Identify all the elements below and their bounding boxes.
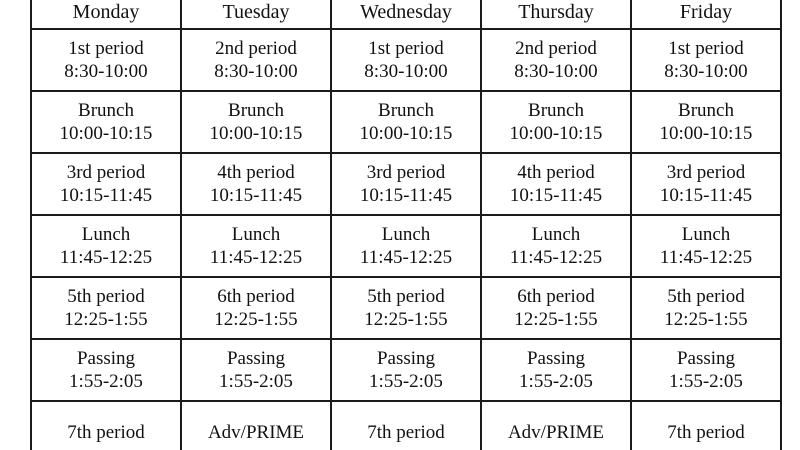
period-name: Passing — [76, 348, 136, 369]
schedule-cell-tuesday — [181, 29, 331, 91]
schedule-cell-friday — [631, 401, 781, 450]
schedule-cell-tuesday — [181, 277, 331, 339]
period-name: Lunch — [531, 224, 581, 245]
period-time: 12:25-1:55 — [664, 309, 748, 330]
header-wednesday: Wednesday — [331, 0, 481, 29]
schedule-cell-thursday — [481, 215, 631, 277]
header-friday: Friday — [631, 0, 781, 29]
schedule-cell-monday — [31, 153, 181, 215]
header-thursday: Thursday — [481, 0, 631, 29]
period-time: 1:55-2:05 — [69, 371, 143, 392]
header-tuesday: Tuesday — [181, 0, 331, 29]
period-name: 2nd period — [515, 38, 597, 59]
period-time: 11:45-12:25 — [509, 247, 603, 268]
schedule-cell-monday — [31, 91, 181, 153]
period-time: 10:15-11:45 — [209, 185, 303, 206]
period-time: 10:00-10:15 — [509, 123, 603, 144]
schedule-cell-tuesday — [181, 153, 331, 215]
schedule-cell-friday — [631, 91, 781, 153]
period-name: 7th period — [667, 421, 745, 443]
table-row — [31, 91, 781, 153]
period-time: 10:00-10:15 — [659, 123, 753, 144]
schedule-cell-wednesday — [331, 91, 481, 153]
schedule-cell-tuesday — [181, 91, 331, 153]
period-time: 10:00-10:15 — [359, 123, 453, 144]
period-time: 12:25-1:55 — [64, 309, 148, 330]
period-name: 5th period — [67, 286, 145, 307]
period-name: 5th period — [367, 286, 445, 307]
schedule-cell-monday — [31, 277, 181, 339]
period-name: Passing — [526, 348, 586, 369]
period-time: 1:55-2:05 — [369, 371, 443, 392]
period-time: 8:30-10:00 — [514, 61, 598, 82]
period-name: 4th period — [517, 162, 595, 183]
period-time: 8:30-10:00 — [364, 61, 448, 82]
schedule-cell-friday — [631, 215, 781, 277]
schedule-cell-wednesday — [331, 277, 481, 339]
schedule-cell-monday — [31, 29, 181, 91]
schedule-cell-wednesday — [331, 215, 481, 277]
period-name: 7th period — [367, 421, 445, 443]
period-name: 3rd period — [666, 162, 746, 183]
period-time: 10:15-11:45 — [59, 185, 153, 206]
period-time: 10:00-10:15 — [209, 123, 303, 144]
schedule-cell-tuesday — [181, 339, 331, 401]
period-name: Passing — [226, 348, 286, 369]
period-name: 1st period — [68, 38, 144, 59]
period-name: Lunch — [81, 224, 131, 245]
period-time: 12:25-1:55 — [514, 309, 598, 330]
schedule-cell-tuesday — [181, 401, 331, 450]
schedule-cell-monday — [31, 339, 181, 401]
period-name: 5th period — [667, 286, 745, 307]
period-time: 8:30-10:00 — [64, 61, 148, 82]
schedule-cell-friday — [631, 29, 781, 91]
period-name: 7th period — [67, 421, 145, 443]
period-name: Brunch — [78, 100, 134, 121]
schedule-cell-monday — [31, 215, 181, 277]
table-header-row — [31, 0, 781, 29]
table-row — [31, 401, 781, 450]
schedule-body — [31, 29, 781, 450]
period-time: 10:00-10:15 — [59, 123, 153, 144]
period-name: 1st period — [368, 38, 444, 59]
schedule-cell-thursday — [481, 91, 631, 153]
period-name: Lunch — [381, 224, 431, 245]
period-time: 10:15-11:45 — [659, 185, 753, 206]
period-time: 11:45-12:25 — [59, 247, 153, 268]
period-time: 10:15-11:45 — [509, 185, 603, 206]
schedule-cell-monday — [31, 401, 181, 450]
period-name: 4th period — [217, 162, 295, 183]
period-name: Brunch — [528, 100, 584, 121]
period-name: Passing — [376, 348, 436, 369]
schedule-cell-wednesday — [331, 401, 481, 450]
period-name: 6th period — [217, 286, 295, 307]
schedule-cell-thursday — [481, 339, 631, 401]
schedule-cell-friday — [631, 153, 781, 215]
period-time: 11:45-12:25 — [659, 247, 753, 268]
period-name: Adv/PRIME — [207, 421, 305, 443]
schedule-cell-thursday — [481, 153, 631, 215]
schedule-cell-tuesday — [181, 215, 331, 277]
period-time: 1:55-2:05 — [519, 371, 593, 392]
period-time: 8:30-10:00 — [664, 61, 748, 82]
table-row — [31, 215, 781, 277]
period-name: Passing — [676, 348, 736, 369]
period-name: Brunch — [228, 100, 284, 121]
period-name: 3rd period — [366, 162, 446, 183]
period-time: 11:45-12:25 — [359, 247, 453, 268]
period-time: 1:55-2:05 — [669, 371, 743, 392]
period-name: 2nd period — [215, 38, 297, 59]
schedule-cell-wednesday — [331, 153, 481, 215]
period-name: Lunch — [681, 224, 731, 245]
table-row — [31, 29, 781, 91]
period-name: Lunch — [231, 224, 281, 245]
schedule-cell-wednesday — [331, 29, 481, 91]
period-name: 6th period — [517, 286, 595, 307]
period-name: Brunch — [378, 100, 434, 121]
schedule-cell-thursday — [481, 277, 631, 339]
period-time: 8:30-10:00 — [214, 61, 298, 82]
period-time: 1:55-2:05 — [219, 371, 293, 392]
header-monday: Monday — [31, 0, 181, 29]
schedule-cell-thursday — [481, 401, 631, 450]
period-name: 1st period — [668, 38, 744, 59]
period-time: 11:45-12:25 — [209, 247, 303, 268]
table-row — [31, 277, 781, 339]
schedule-cell-friday — [631, 277, 781, 339]
period-name: 3rd period — [66, 162, 146, 183]
weekly-schedule-table — [30, 0, 782, 450]
period-name: Adv/PRIME — [507, 421, 605, 443]
table-row — [31, 339, 781, 401]
schedule-cell-thursday — [481, 29, 631, 91]
period-name: Brunch — [678, 100, 734, 121]
table-row — [31, 153, 781, 215]
period-time: 10:15-11:45 — [359, 185, 453, 206]
period-time: 12:25-1:55 — [364, 309, 448, 330]
schedule-cell-friday — [631, 339, 781, 401]
period-time: 12:25-1:55 — [214, 309, 298, 330]
schedule-cell-wednesday — [331, 339, 481, 401]
